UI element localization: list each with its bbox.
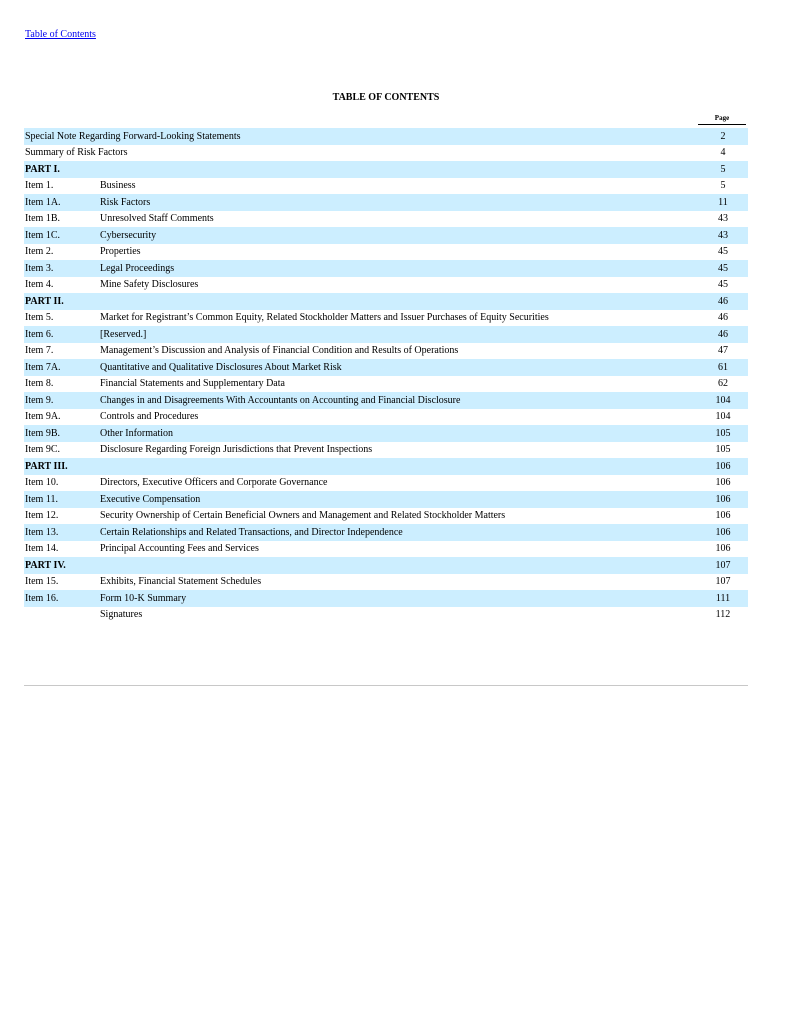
table-of-contents-link[interactable]: Table of Contents [25,29,96,40]
page-number[interactable]: 106 [715,460,731,472]
toc-row[interactable] [24,244,748,261]
page-number[interactable]: 61 [718,361,728,373]
item-title[interactable]: Management’s Discussion and Analysis of Financial Condition and Results of Operations [100,345,459,357]
item-title[interactable]: Business [100,180,136,192]
item-title[interactable]: Properties [100,246,141,258]
page-number[interactable]: 11 [718,196,728,208]
item-title[interactable]: Controls and Procedures [100,411,199,423]
toc-part-row[interactable] [24,557,748,574]
toc-table [24,128,748,623]
page-number[interactable]: 5 [720,163,726,175]
page-number[interactable]: 46 [718,328,728,340]
toc-row[interactable] [24,359,748,376]
item-number: Item 9A. [25,411,61,423]
item-title[interactable]: Changes in and Disagreements With Accountants on Accounting and Financial Disclosure [100,394,461,406]
toc-row[interactable] [24,227,748,244]
item-title[interactable]: Directors, Executive Officers and Corporate Governance [100,477,328,489]
toc-row[interactable] [24,475,748,492]
page-number[interactable]: 105 [715,444,731,456]
page-number[interactable]: 104 [715,411,731,423]
toc-row[interactable] [24,277,748,294]
toc-row[interactable] [24,590,748,607]
item-number: Item 7. [25,345,54,357]
page-number[interactable]: 106 [715,477,731,489]
item-number: Item 10. [25,477,59,489]
item-title[interactable]: Unresolved Staff Comments [100,213,214,225]
toc-row[interactable] [24,128,748,145]
page-number[interactable]: 104 [715,394,731,406]
page-number[interactable]: 43 [718,229,728,241]
item-number: Item 16. [25,592,59,604]
item-title[interactable]: Other Information [100,427,174,439]
toc-row[interactable] [24,508,748,525]
toc-row[interactable] [24,491,748,508]
item-title[interactable]: Quantitative and Qualitative Disclosures About Market Risk [100,361,342,373]
toc-row[interactable] [24,194,748,211]
page-number[interactable]: 5 [720,180,726,192]
item-number: Item 1B. [25,213,60,225]
page-number[interactable]: 105 [715,427,731,439]
item-number: Item 2. [25,246,54,258]
toc-row[interactable] [24,607,748,624]
toc-part-row[interactable] [24,458,748,475]
item-number: Item 9B. [25,427,60,439]
page-column-header: Page [698,114,746,125]
item-title[interactable]: Disclosure Regarding Foreign Jurisdictions that Prevent Inspections [100,444,373,456]
toc-row[interactable] [24,310,748,327]
item-title[interactable]: Risk Factors [100,196,151,208]
item-title[interactable]: Principal Accounting Fees and Services [100,543,259,555]
toc-row[interactable] [24,343,748,360]
item-number: Item 6. [25,328,54,340]
item-number: Item 5. [25,312,54,324]
item-title[interactable]: Security Ownership of Certain Beneficial Owners and Management and Related Stockholder Matters [100,510,506,522]
toc-row[interactable] [24,211,748,228]
page-number[interactable]: 4 [720,147,726,159]
page-number[interactable]: 106 [715,510,731,522]
page-number[interactable]: 45 [718,246,728,258]
part-label: PART IV. [25,559,66,571]
page-number[interactable]: 62 [718,378,728,390]
toc-part-row[interactable] [24,161,748,178]
page-number[interactable]: 106 [715,543,731,555]
item-title[interactable]: Legal Proceedings [100,262,175,274]
item-title[interactable]: Signatures [100,609,143,621]
page-divider [24,685,748,686]
item-number: Item 1. [25,180,54,192]
item-number: Item 8. [25,378,54,390]
item-title[interactable]: [Reserved.] [100,328,147,340]
item-title[interactable]: Executive Compensation [100,493,201,505]
item-title[interactable]: Market for Registrant’s Common Equity, Related Stockholder Matters and Issuer Purchases of Equity Securities [100,312,549,324]
item-number: Item 14. [25,543,59,555]
page-number[interactable]: 112 [715,609,731,621]
item-number: Item 1A. [25,196,61,208]
page-number[interactable]: 107 [715,559,731,571]
page-number[interactable]: 47 [718,345,728,357]
toc-row[interactable] [24,574,748,591]
item-title[interactable]: Cybersecurity [100,229,157,241]
toc-part-row[interactable] [24,293,748,310]
page-number[interactable]: 45 [718,279,728,291]
item-title[interactable]: Mine Safety Disclosures [100,279,199,291]
page-number[interactable]: 2 [720,130,726,142]
toc-row[interactable] [24,409,748,426]
page-number[interactable]: 43 [718,213,728,225]
toc-row[interactable] [24,392,748,409]
item-title[interactable]: Form 10-K Summary [100,592,187,604]
item-number: Item 1C. [25,229,60,241]
item-number: Item 15. [25,576,59,588]
item-number: Item 9C. [25,444,60,456]
page-number[interactable]: 106 [715,526,731,538]
item-number: Item 12. [25,510,59,522]
toc-row[interactable] [24,524,748,541]
toc-row[interactable] [24,376,748,393]
item-number: Item 7A. [25,361,61,373]
item-number: Item 11. [25,493,58,505]
page-number[interactable]: 46 [718,295,728,307]
item-number: Item 4. [25,279,54,291]
toc-row[interactable] [24,541,748,558]
item-number: Item 9. [25,394,54,406]
page-title: TABLE OF CONTENTS [332,92,440,103]
toc-row[interactable] [24,425,748,442]
item-number: Item 3. [25,262,54,274]
item-title[interactable]: Certain Relationships and Related Transactions, and Director Independence [100,526,403,538]
toc-row[interactable] [24,178,748,195]
toc-row[interactable] [24,442,748,459]
item-title[interactable]: Summary of Risk Factors [25,147,128,159]
part-label: PART III. [25,460,68,472]
page-number[interactable]: 46 [718,312,728,324]
page-number[interactable]: 107 [715,576,731,588]
item-title[interactable]: Financial Statements and Supplementary Data [100,378,285,390]
page-number[interactable]: 106 [715,493,731,505]
page-number[interactable]: 111 [715,592,731,604]
toc-row[interactable] [24,260,748,277]
item-title[interactable]: Special Note Regarding Forward-Looking Statements [25,130,241,142]
toc-row[interactable] [24,326,748,343]
item-title[interactable]: Exhibits, Financial Statement Schedules [100,576,262,588]
toc-row[interactable] [24,145,748,162]
item-number: Item 13. [25,526,59,538]
part-label: PART I. [25,163,60,175]
part-label: PART II. [25,295,64,307]
page-number[interactable]: 45 [718,262,728,274]
